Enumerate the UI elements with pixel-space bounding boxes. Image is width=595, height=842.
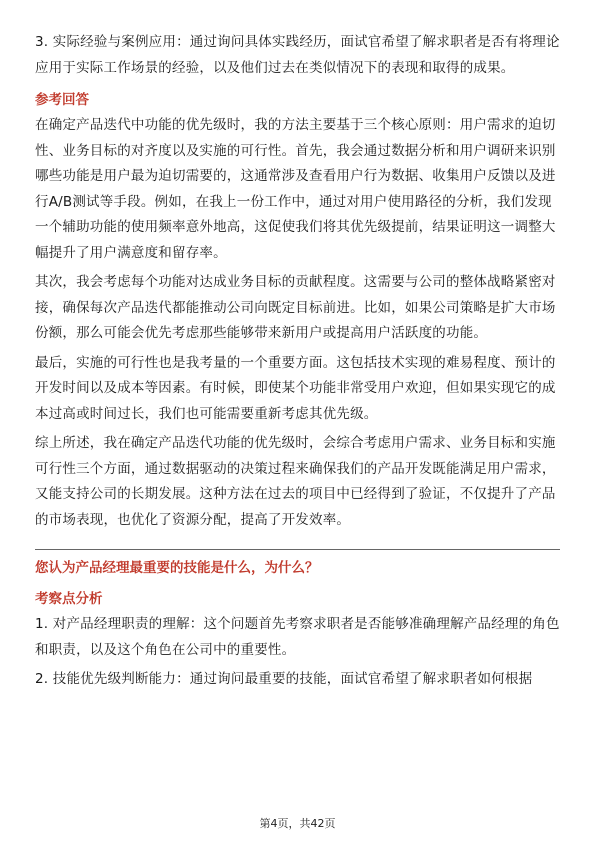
analysis-heading: 考察点分析	[35, 591, 103, 607]
answer-paragraph-3: 最后，实施的可行性也是我考量的一个重要方面。这包括技术实现的难易程度、预计的开发时间以及成本等因素。有时候，即使某个功能非常受用户欢迎，但如果实现它的成本过高或时间过长，我们也可能需要重新考虑其优先级。	[35, 354, 556, 422]
reference-answer-heading: 参考回答	[35, 92, 89, 108]
answer-paragraph-4: 综上所述，我在确定产品迭代功能的优先级时，会综合考虑用户需求、业务目标和实施可行性三个方面，通过数据驱动的决策过程来确保我们的产品开发既能满足用户需求，又能支持公司的长期发展。这种方法在过去的项目中已经得到了验证，不仅提升了产品的市场表现，也优化了资源分配，提高了开发效率。	[35, 435, 556, 528]
analysis-point-1: 1. 对产品经理职责的理解：这个问题首先考察求职者是否能够准确理解产品经理的角色和职责，以及这个角色在公司中的重要性。	[35, 616, 560, 658]
page-number: 第4页，共42页	[259, 817, 336, 830]
answer-paragraph-2: 其次，我会考虑每个功能对达成业务目标的贡献程度。这需要与公司的整体战略紧密对接，确保每次产品迭代都能推动公司向既定目标前进。比如，如果公司策略是扩大市场份额，那么可能会优先考虑那些能够带来新用户或提高用户活跃度的功能。	[35, 274, 556, 341]
section-divider	[35, 549, 560, 550]
question-title: 您认为产品经理最重要的技能是什么，为什么？	[35, 560, 319, 576]
document-page	[35, 30, 560, 697]
analysis-point-2: 2. 技能优先级判断能力：通过询问最重要的技能，面试官希望了解求职者如何根据	[35, 671, 533, 687]
answer-paragraph-1: 在确定产品迭代中功能的优先级时，我的方法主要基于三个核心原则：用户需求的迫切性、业务目标的对齐度以及实施的可行性。首先，我会通过数据分析和用户调研来识别哪些功能是用户最为迫切需要的，这通常涉及查看用户行为数据、收集用户反馈以及进行A/B测试等手段。例如，在我上一份工作中，通过对用户使用路径的分析，我们发现一个辅助功能的使用频率意外地高，这促使我们将其优先级提前，结果证明这一调整大幅提升了用户满意度和留存率。	[35, 117, 556, 261]
analysis-point-3: 3. 实际经验与案例应用：通过询问具体实践经历，面试官希望了解求职者是否有将理论应用于实际工作场景的经验，以及他们过去在类似情况下的表现和取得的成果。	[35, 34, 560, 76]
